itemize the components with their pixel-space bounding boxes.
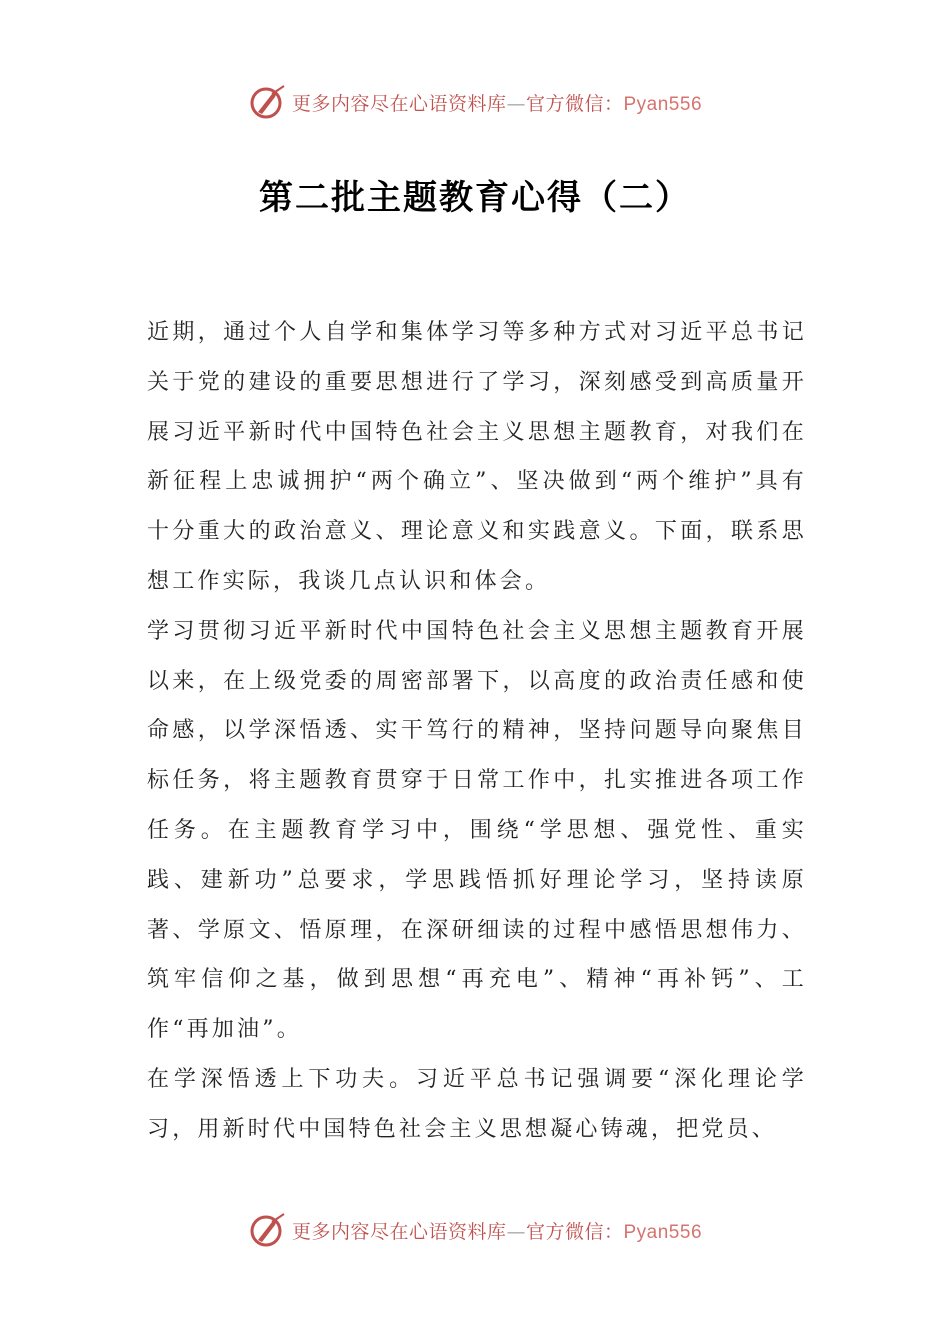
paragraph: 学习贯彻习近平新时代中国特色社会主义思想主题教育开展以来，在上级党委的周密部署下，以高度的政治责任感和使命感，以学深悟透、实干笃行的精神，坚持问题导向聚焦目标任务，将主题教育贯穿于日常工作中，扎实推进各项工作任务。在主题教育学习中，围绕“学思想、强党性、重实践、建新功”总要求，学思践悟抓好理论学习，坚持读原著、学原文、悟原理，在深研细读的过程中感悟思想伟力、筑牢信仰之基，做到思想“再充电”、精神“再补钙”、工作“再加油”。 <box>147 618 807 1043</box>
watermark-text: 更多内容尽在心语资料库—官方微信：Pyan556 <box>291 92 703 115</box>
document-title: 第二批主题教育心得（二） <box>259 178 691 218</box>
paragraph: 在学深悟透上下功夫。习近平总书记强调要“深化理论学习，用新时代中国特色社会主义思想凝心铸魂，把党员、 <box>147 1066 807 1142</box>
pen-nib-circle-icon <box>248 82 288 122</box>
watermark-text: 更多内容尽在心语资料库—官方微信：Pyan556 <box>291 1220 703 1243</box>
header-watermark <box>0 80 950 124</box>
paragraph: 近期，通过个人自学和集体学习等多种方式对习近平总书记关于党的建设的重要思想进行了学习，深刻感受到高质量开展习近平新时代中国特色社会主义思想主题教育，对我们在新征程上忠诚拥护“两个确立”、坚决做到“两个维护”具有十分重大的政治意义、理论意义和实践意义。下面，联系思想工作实际，我谈几点认识和体会。 <box>147 320 807 594</box>
document-body <box>147 308 807 1155</box>
pen-nib-circle-icon <box>248 1210 288 1250</box>
footer-watermark <box>0 1208 950 1252</box>
